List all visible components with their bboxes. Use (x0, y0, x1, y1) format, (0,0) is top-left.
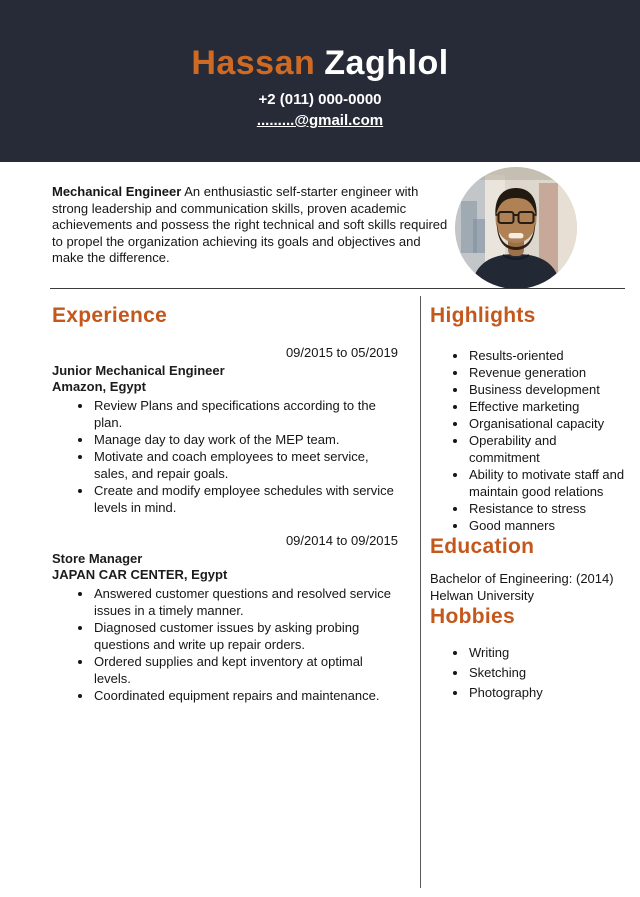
highlight-item: • Organisational capacity (468, 415, 628, 432)
profile-photo-graphic (455, 167, 577, 289)
profile-summary (52, 184, 450, 267)
job-bullet-list (52, 585, 398, 704)
hobbies-list (430, 645, 628, 701)
job-company: Amazon, Egypt (52, 379, 146, 394)
highlight-item: • Business development (468, 381, 628, 398)
profile-photo (455, 167, 577, 289)
job-bullet-list (52, 397, 398, 516)
job-bullet: • Diagnosed customer issues by asking probing questions and write up repair orders. (93, 619, 398, 653)
job-bullet: • Ordered supplies and kept inventory at optimal levels. (93, 653, 398, 687)
summary-text: An enthusiastic self-starter engineer with strong leadership and communication skills, proven academic achievements and possess the right technical and soft skills required to propel the organization achieving its goals and objectives and make the difference. (52, 184, 448, 266)
experience-heading: Experience (52, 304, 168, 327)
header-band (0, 0, 640, 162)
email-link[interactable]: .........@gmail.com (256, 112, 384, 129)
experience-entry-1 (52, 345, 398, 516)
job-bullet: • Manage day to day work of the MEP team. (93, 431, 398, 448)
email-row (0, 112, 640, 130)
education-details (430, 570, 628, 604)
job-title: Junior Mechanical Engineer (52, 363, 225, 378)
highlight-item: • Operability and commitment (468, 432, 628, 466)
last-name: Zaghlol (324, 44, 449, 82)
job-bullet: • Motivate and coach employees to meet service, sales, and repair goals. (93, 448, 398, 482)
job-dates: 09/2015 to 05/2019 (285, 345, 398, 360)
experience-entry-2 (52, 533, 398, 704)
education-school: Helwan University (430, 588, 535, 603)
education-degree: Bachelor of Engineering: (2014) (430, 571, 614, 586)
job-dates: 09/2014 to 09/2015 (285, 533, 398, 548)
candidate-name (0, 44, 640, 82)
highlight-item: • Resistance to stress (468, 500, 628, 517)
highlight-item: • Good manners (468, 517, 628, 534)
first-name: Hassan (191, 44, 316, 82)
job-bullet: • Review Plans and specifications according to the plan. (93, 397, 398, 431)
highlight-item: • Effective marketing (468, 398, 628, 415)
highlights-heading: Highlights (430, 304, 536, 327)
horizontal-divider (50, 288, 625, 289)
highlight-item: • Results-oriented (468, 347, 628, 364)
column-divider (420, 296, 421, 888)
hobby-item: • Writing (468, 645, 628, 661)
left-column (52, 303, 398, 704)
highlights-list (430, 347, 628, 534)
hobby-item: • Sketching (468, 665, 628, 681)
hobby-item: • Photography (468, 685, 628, 701)
right-column (430, 303, 628, 705)
highlight-item: • Revenue generation (468, 364, 628, 381)
job-bullet: • Create and modify employee schedules with service levels in mind. (93, 482, 398, 516)
summary-job-title: Mechanical Engineer (52, 184, 182, 199)
hobbies-heading: Hobbies (430, 605, 515, 628)
phone-number: +2 (011) 000-0000 (258, 91, 382, 108)
job-company: JAPAN CAR CENTER, Egypt (52, 567, 228, 582)
job-bullet: • Answered customer questions and resolved service issues in a timely manner. (93, 585, 398, 619)
job-title: Store Manager (52, 551, 143, 566)
education-heading: Education (430, 535, 535, 558)
job-bullet: • Coordinated equipment repairs and maintenance. (93, 687, 398, 704)
highlight-item: • Ability to motivate staff and maintain good relations (468, 466, 628, 500)
